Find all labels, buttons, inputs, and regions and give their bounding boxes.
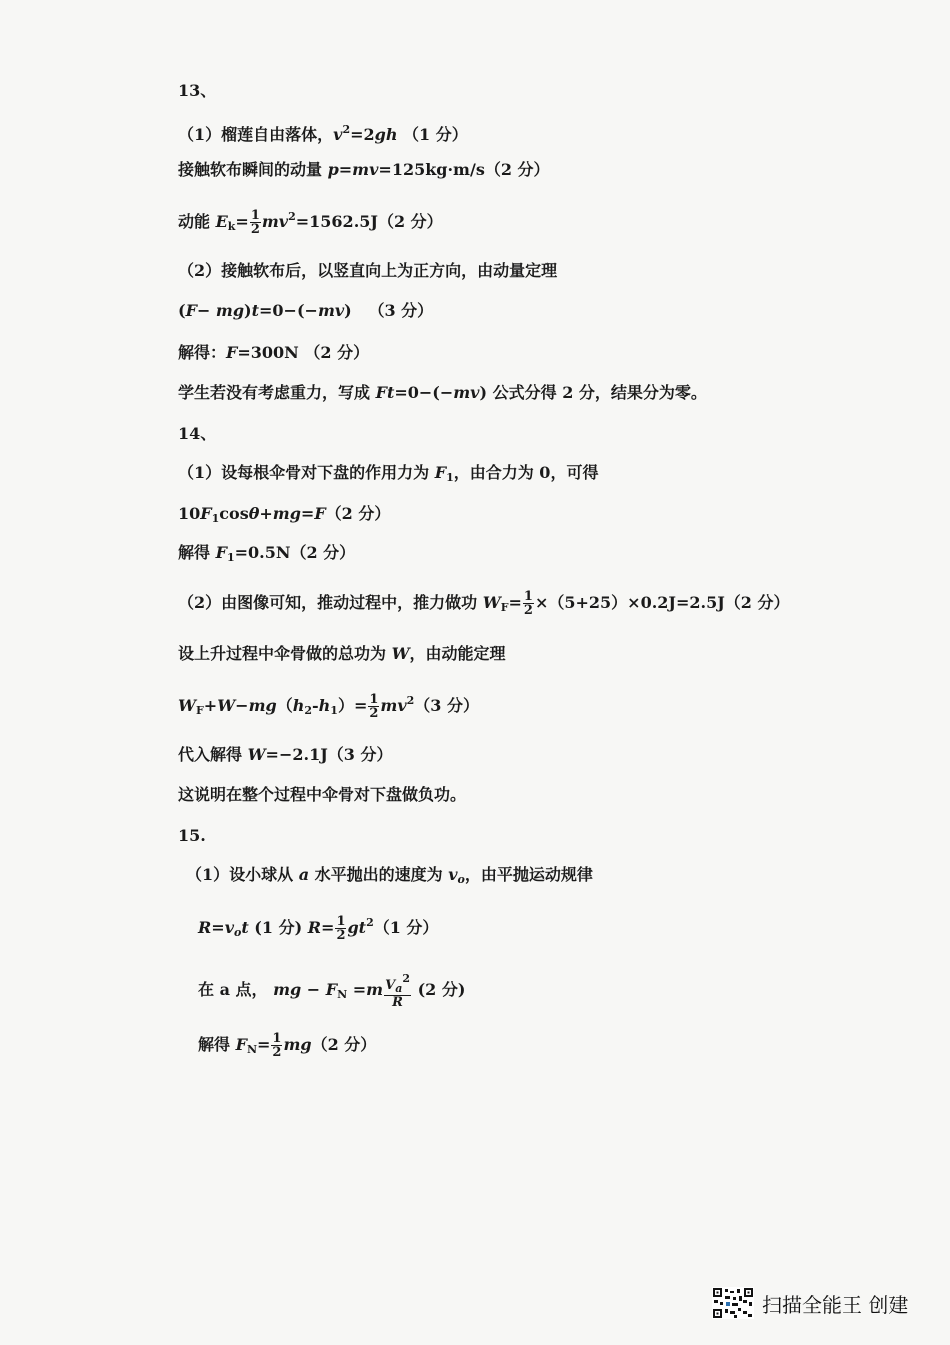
subscript: N [246, 1043, 257, 1056]
fraction [335, 915, 346, 942]
q13-line-2 [178, 159, 550, 181]
var-v: v [224, 918, 234, 937]
text: - [312, 696, 319, 715]
text: ( [178, 301, 186, 320]
var-W: W [178, 696, 196, 715]
q13-line-6 [178, 342, 369, 364]
text: = [257, 1035, 271, 1054]
q14-line-7 [178, 744, 392, 766]
text: = [300, 504, 315, 523]
var-F: F [434, 463, 447, 482]
text: − [301, 980, 326, 999]
var-mv: mv [317, 301, 345, 320]
fraction [523, 590, 534, 617]
var-v: v [333, 125, 343, 144]
fraction [384, 972, 411, 1009]
q14-number: 14、 [178, 424, 217, 443]
subscript: k [227, 220, 236, 233]
text: =2 [350, 125, 375, 144]
var-theta: θ [248, 504, 260, 523]
text: =0−(− [394, 383, 454, 402]
var-E: E [215, 212, 228, 231]
var-a: a [298, 865, 310, 884]
denominator: R [392, 995, 403, 1010]
text: = [321, 918, 335, 937]
text: 水平抛出的速度为 [309, 865, 449, 884]
text: （1）榴莲自由落体， [178, 125, 334, 144]
score: （2 分） [311, 1035, 377, 1054]
var-t: t [358, 918, 367, 937]
var-R: R [307, 918, 322, 937]
score: （2 分） [325, 504, 391, 523]
subscript: 2 [304, 704, 312, 717]
var-gh: gh [374, 125, 398, 144]
score: (2 分) [412, 980, 466, 999]
subscript: F [500, 601, 509, 614]
subscript: o [457, 873, 465, 886]
q15-line-3 [198, 972, 465, 1009]
q15-line-4 [198, 1032, 376, 1061]
text: = [353, 696, 368, 715]
q13-number: 13、 [178, 81, 217, 100]
denominator: 2 [250, 222, 260, 237]
var-F: F [215, 543, 227, 562]
fraction [250, 209, 261, 236]
watermark-text: 扫描全能王 创建 [762, 1292, 909, 1317]
text: = [347, 980, 367, 999]
text: =0−(− [259, 301, 318, 320]
denominator: 2 [523, 603, 533, 618]
value: =300N （2 分） [237, 343, 370, 362]
numerator: 1 [272, 1031, 282, 1046]
text: − [235, 696, 249, 715]
q13-line-5 [178, 300, 433, 322]
numerator: 1 [369, 692, 379, 707]
value: =125kg·m/s（2 分） [378, 160, 550, 179]
numerator: 1 [250, 208, 260, 223]
power: 2 [288, 210, 296, 223]
subscript: 1 [211, 512, 220, 525]
var-W: W [482, 593, 501, 612]
q14-line-3 [178, 542, 355, 569]
power: 2 [406, 694, 415, 707]
text: 10 [178, 504, 201, 523]
var-v: v [278, 212, 289, 231]
var-W: W [391, 644, 410, 663]
text: 解得 [198, 1035, 236, 1054]
text: 解得： [178, 343, 227, 362]
text: 学生若没有考虑重力，写成 [178, 383, 376, 402]
var-mv: mv [453, 383, 480, 402]
text: ，由动能定理 [409, 644, 506, 663]
text: （ [276, 696, 293, 715]
score: （3 分） [368, 301, 434, 320]
denominator: 2 [272, 1045, 282, 1060]
var-p: p [327, 160, 339, 179]
q14-line-8: 这说明在整个过程中伞骨对下盘做负功。 [178, 785, 467, 804]
text: 接触软布瞬间的动量 [178, 160, 328, 179]
text: ) [244, 301, 252, 320]
scanner-watermark [712, 1286, 908, 1320]
var-h: h [292, 696, 305, 715]
text: + [203, 696, 218, 715]
text: cos [219, 504, 249, 523]
subscript: N [337, 988, 348, 1001]
text: = [338, 160, 353, 179]
fraction [271, 1032, 282, 1059]
score: (1 分) [248, 918, 308, 937]
qr-code-icon [712, 1287, 754, 1319]
numerator: 1 [336, 914, 346, 929]
var-v: v [369, 160, 379, 179]
subscript: 1 [330, 704, 338, 717]
text: ) 公式分得 2 分，结果分为零。 [479, 383, 707, 402]
var-W: W [247, 745, 266, 764]
q15-line-2 [198, 912, 438, 944]
text: 解得 [178, 543, 216, 562]
var-mg: mg [215, 301, 245, 320]
var-g: g [347, 918, 359, 937]
subscript: 1 [446, 471, 454, 484]
var-m: m [261, 212, 279, 231]
text: 设上升过程中伞骨做的总功为 [178, 644, 392, 663]
var-F: F [235, 1035, 247, 1054]
var-mg: mg [283, 1035, 312, 1054]
q13-line-7 [178, 382, 707, 404]
text: ) [344, 301, 352, 320]
var-R: R [198, 918, 212, 937]
text: ） [337, 696, 354, 715]
q14-line-4 [178, 590, 790, 619]
score: （1 分） [403, 125, 468, 144]
q14-line-5 [178, 643, 506, 665]
value: ×（5+25）×0.2J=2.5J（2 分） [534, 593, 790, 612]
q14-line-2 [178, 503, 390, 530]
var-t: t [241, 918, 249, 937]
denominator: 2 [336, 928, 346, 943]
q14-line-6 [178, 690, 479, 722]
var-mg: mg [272, 504, 301, 523]
text: ，由平抛运动规律 [464, 865, 593, 884]
text: = [235, 212, 249, 231]
q13-line-3 [178, 206, 443, 238]
var-m: m [366, 980, 384, 999]
text: （1）设每根伞骨对下盘的作用力为 [178, 463, 435, 482]
value: =0.5N（2 分） [234, 543, 356, 562]
var-v: v [448, 865, 458, 884]
numerator [384, 972, 411, 996]
var-h: h [318, 696, 331, 715]
subscript: o [234, 926, 242, 939]
var-F: F [325, 980, 338, 999]
var-V: V [385, 978, 396, 993]
var-F: F [200, 504, 212, 523]
subscript: 1 [226, 551, 235, 564]
text: （2）由图像可知，推动过程中，推力做功 [178, 593, 483, 612]
var-F: F [185, 301, 197, 320]
power: 2 [402, 972, 410, 985]
q14-line-1 [178, 462, 598, 489]
q13-line-1 [178, 119, 468, 146]
var-F: F [226, 343, 238, 362]
text: − [196, 301, 216, 320]
text: 动能 [178, 212, 216, 231]
var-W: W [217, 696, 236, 715]
var-v: v [397, 696, 407, 715]
q15-line-1 [186, 864, 593, 891]
q13-line-4: （2）接触软布后，以竖直向上为正方向，由动量定理 [178, 261, 558, 280]
text: 在 a 点， [198, 980, 274, 999]
var-m: m [352, 160, 370, 179]
subscript: F [195, 704, 204, 717]
text: （1）设小球从 [186, 865, 299, 884]
text: = [508, 593, 522, 612]
var-mg: mg [273, 980, 302, 999]
score: （1 分） [373, 918, 439, 937]
numerator: 1 [523, 589, 533, 604]
fraction [368, 693, 379, 720]
value: =−2.1J（3 分） [265, 745, 393, 764]
q15-number: 15. [178, 826, 206, 845]
text: ，由合力为 0，可得 [453, 463, 599, 482]
var-t: t [386, 383, 395, 402]
value: =1562.5J（2 分） [295, 212, 443, 231]
var-F: F [375, 383, 387, 402]
power: 2 [366, 916, 374, 929]
text: + [259, 504, 273, 523]
denominator: 2 [369, 706, 379, 721]
var-t: t [251, 301, 260, 320]
var-m: m [380, 696, 398, 715]
var-F: F [314, 504, 326, 523]
power: 2 [342, 123, 351, 136]
subscript: a [395, 982, 403, 995]
text: = [211, 918, 225, 937]
score: （3 分） [414, 696, 480, 715]
text: 代入解得 [178, 745, 248, 764]
var-mg: mg [248, 696, 277, 715]
